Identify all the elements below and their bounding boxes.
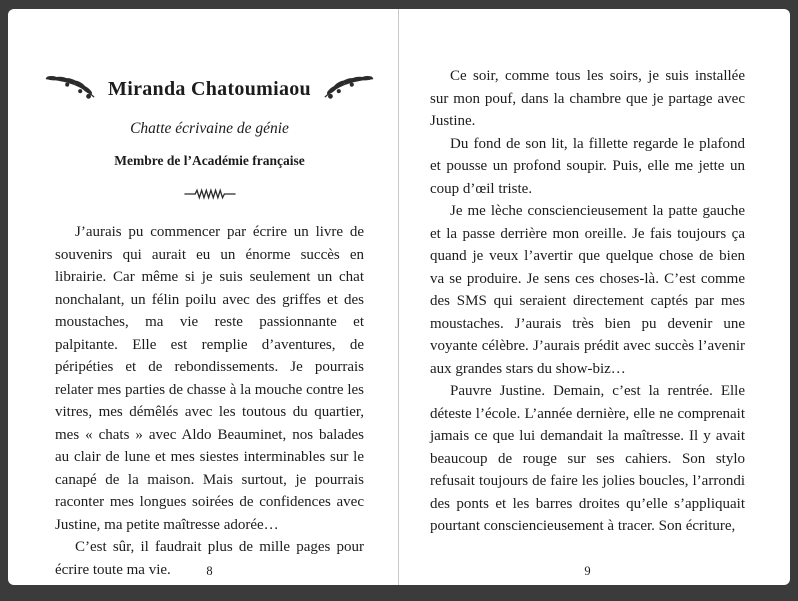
paragraph: Du fond de son lit, la fillette regarde le plafond et pousse un profond soupir. Puis, elle me jette un coup d’œil triste. [430,135,745,197]
chapter-subtitle: Chatte écrivaine de génie [130,120,289,137]
page-number-left: 8 [206,564,213,578]
book-spread [8,9,790,585]
laurel-branch-right-icon [323,71,375,108]
chapter-title-row [55,71,364,108]
paragraph: J’aurais pu commencer par écrire un livre de souvenirs qui aurait eu un énorme succès en librairie. Car même si je suis seulement un chat nonchalant, un félin poilu avec des griffes et des moustaches, ma vie reste passionnante et palpitante. Elle est remplie d’aventures, de péripéties et de rebondissements. Je pourrais relater mes parties de chasse à la mouche contre les vitres, mes démêlés avec les toutous du quartier, mes « chats » avec Aldo Beauminet, nos balades au clair de lune et mes siestes interminables sur le canapé de la maison. Mais surtout, je pourrais raconter mes longues soirées de confidences avec Justine, ma petite maîtresse adorée… [55,224,364,533]
right-page-body [430,65,745,538]
left-page-body [55,221,364,581]
paragraph: Je me lèche consciencieusement la patte gauche et la passe derrière mon oreille. Je fais toujours ça quand je veux l’avertir que quelque chose de bien va se produire. Je sens ces choses-là. C’est comme des SMS qui seraient directement captés par mes moustaches. J’aurais très bien pu devenir une voyante célèbre. J’aurais prédit avec succès l’avenir aux grandes stars du show-biz… [430,203,745,377]
chapter-header [55,71,364,205]
chapter-affiliation: Membre de l’Académie française [114,153,305,168]
page-number-right: 9 [584,564,591,578]
laurel-branch-left-icon [44,71,96,108]
chapter-title: Miranda Chatoumiaou [108,78,311,100]
paragraph: C’est sûr, il faudrait plus de mille pages pour écrire toute ma vie. [55,539,364,578]
section-ornament-icon [55,187,364,205]
left-page [8,9,399,585]
right-page [399,9,790,585]
paragraph: Ce soir, comme tous les soirs, je suis installée sur mon pouf, dans la chambre que je partage avec Justine. [430,68,745,129]
paragraph: Pauvre Justine. Demain, c’est la rentrée. Elle déteste l’école. L’année dernière, elle ne comprenait jamais ce que lui demandait la maîtresse. Il y avait beaucoup de rouge sur ses cahiers. Son stylo refusait toujours de faire les jolies boucles, l’arrondi des ponts et les barres droites qu’elle s’appliquait pourtant consciencieusement à tracer. Son écriture, [430,383,745,534]
